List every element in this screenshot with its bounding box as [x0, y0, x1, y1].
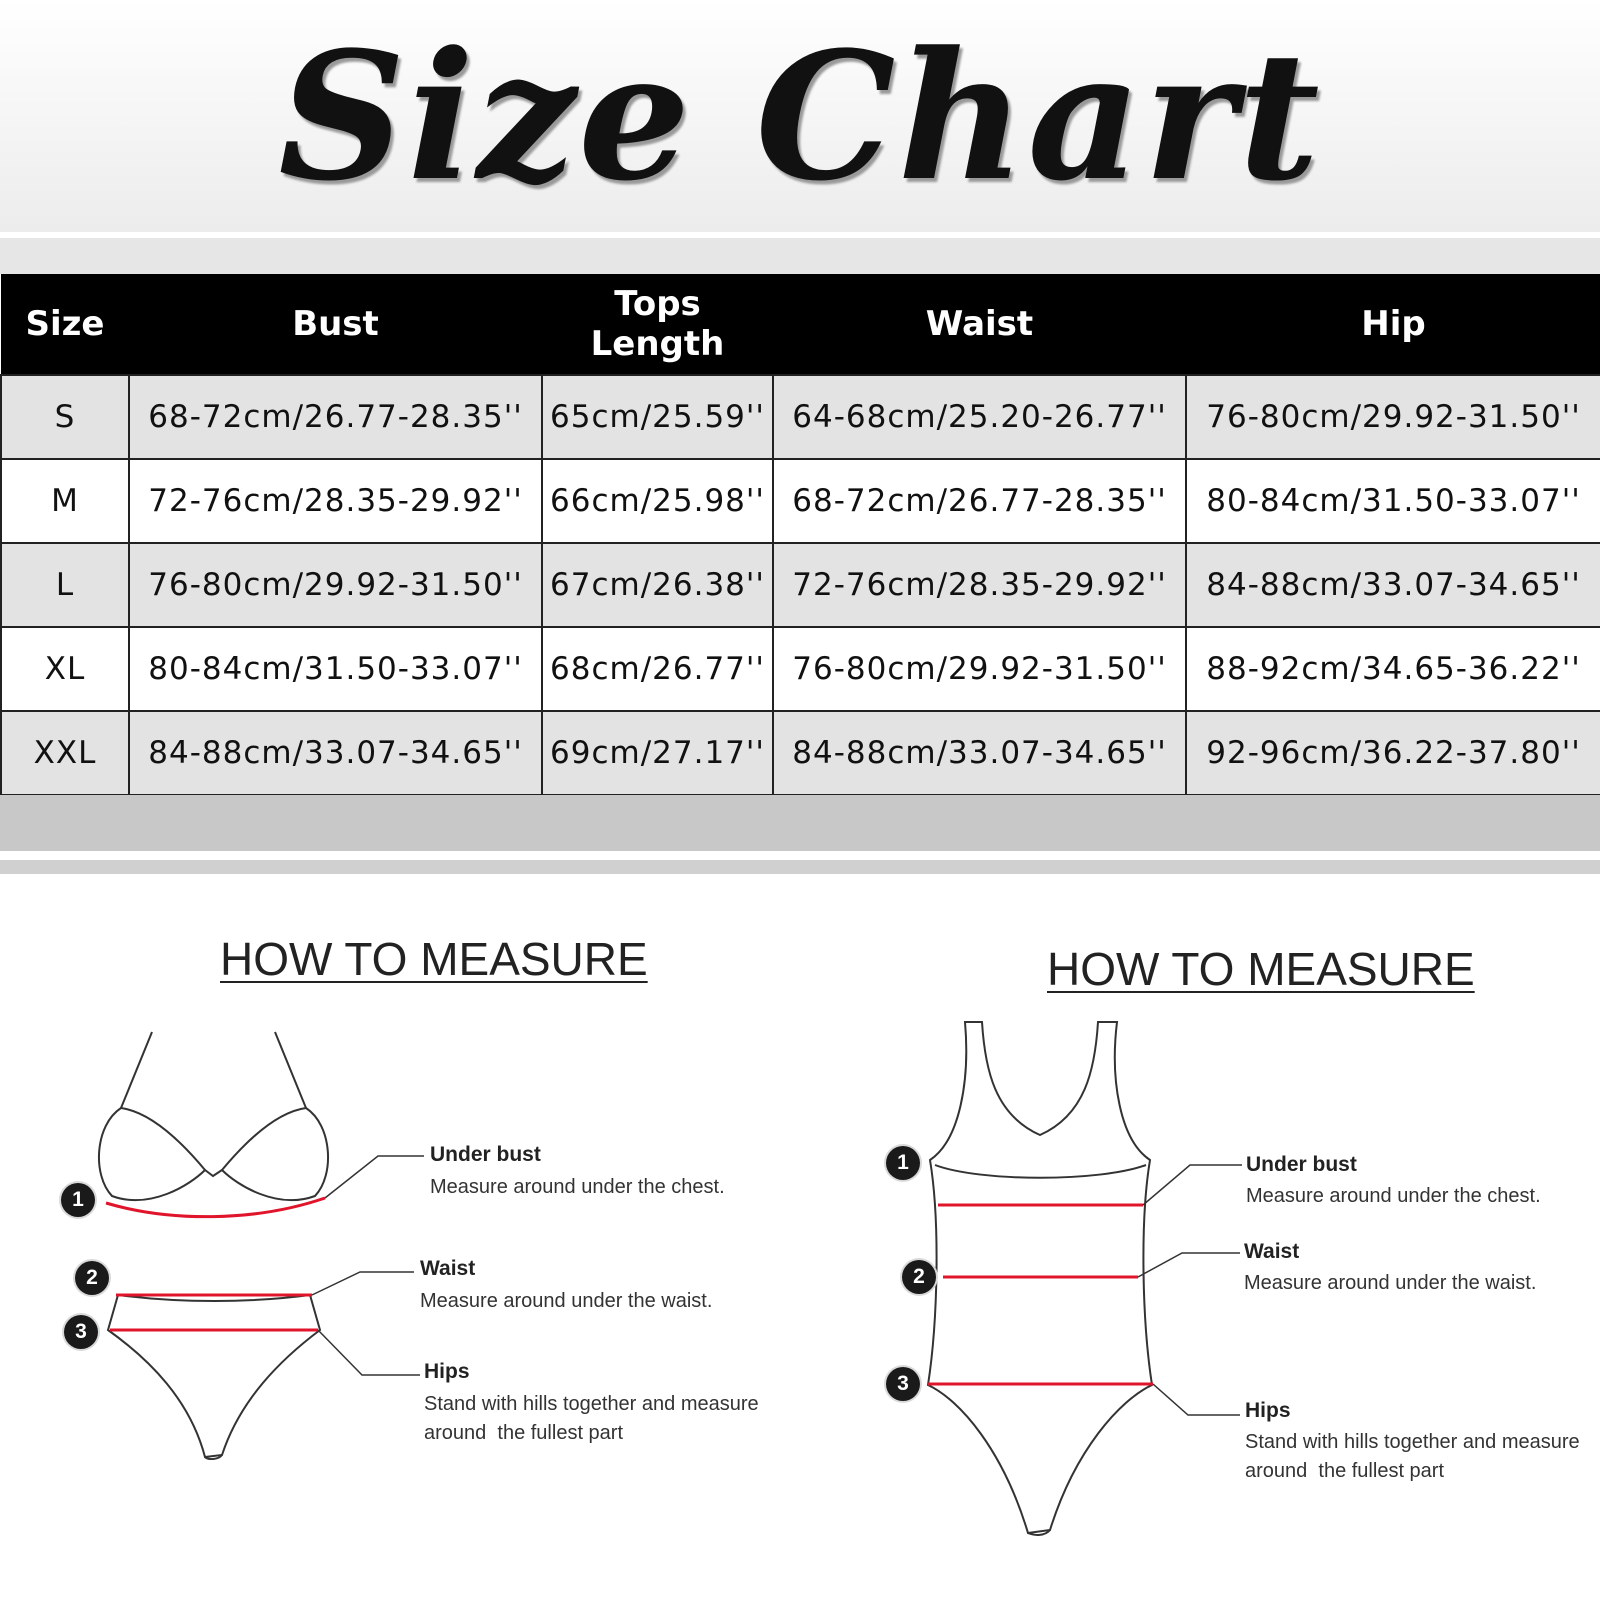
cell-bust: 80-84cm/31.50-33.07'' [129, 627, 542, 711]
header-bust: Bust [129, 274, 542, 375]
cell-waist: 84-88cm/33.07-34.65'' [773, 711, 1186, 795]
bikini-bottom-illustration [108, 1295, 320, 1459]
bikini-hips-desc: Stand with hills together and measure around the fullest part [424, 1393, 759, 1444]
swimsuit-under-bust-label: Under bust [1246, 1153, 1357, 1176]
bikini-waist-desc: Measure around under the waist. [420, 1290, 713, 1312]
cell-hip: 80-84cm/31.50-33.07'' [1186, 459, 1600, 543]
cell-waist: 68-72cm/26.77-28.35'' [773, 459, 1186, 543]
header-hip: Hip [1186, 274, 1600, 375]
header-size: Size [1, 274, 129, 375]
cell-hip: 76-80cm/29.92-31.50'' [1186, 375, 1600, 459]
cell-waist: 76-80cm/29.92-31.50'' [773, 627, 1186, 711]
bikini-step-3-badge: 3 [64, 1315, 98, 1349]
bikini-leader-lines [312, 1156, 424, 1375]
bikini-step-2-badge: 2 [75, 1261, 109, 1295]
cell-tops-length: 66cm/25.98'' [542, 459, 773, 543]
swimsuit-hips-desc: Stand with hills together and measure around the fullest part [1245, 1431, 1580, 1482]
swimsuit-how-to-measure-heading: HOW TO MEASURE [1047, 943, 1475, 995]
bikini-step-1-badge: 1 [61, 1183, 95, 1217]
cell-size: S [1, 375, 129, 459]
bikini-hips-label: Hips [424, 1360, 470, 1383]
cell-bust: 76-80cm/29.92-31.50'' [129, 543, 542, 627]
swimsuit-leader-lines [1138, 1165, 1242, 1415]
bikini-under-bust-label: Under bust [430, 1143, 541, 1166]
bikini-top-illustration [99, 1032, 328, 1200]
cell-tops-length: 67cm/26.38'' [542, 543, 773, 627]
bikini-how-to-measure-heading: HOW TO MEASURE [220, 933, 648, 985]
header-tops-length: Tops Length [542, 274, 773, 375]
cell-size: XL [1, 627, 129, 711]
bikini-under-bust-desc: Measure around under the chest. [430, 1176, 725, 1198]
header-waist: Waist [773, 274, 1186, 375]
cell-waist: 72-76cm/28.35-29.92'' [773, 543, 1186, 627]
cell-tops-length: 65cm/25.59'' [542, 375, 773, 459]
cell-bust: 72-76cm/28.35-29.92'' [129, 459, 542, 543]
swimsuit-step-2-badge: 2 [902, 1260, 936, 1294]
bikini-waist-label: Waist [420, 1257, 476, 1280]
cell-size: M [1, 459, 129, 543]
cell-hip: 84-88cm/33.07-34.65'' [1186, 543, 1600, 627]
cell-bust: 68-72cm/26.77-28.35'' [129, 375, 542, 459]
cell-bust: 84-88cm/33.07-34.65'' [129, 711, 542, 795]
cell-hip: 88-92cm/34.65-36.22'' [1186, 627, 1600, 711]
cell-hip: 92-96cm/36.22-37.80'' [1186, 711, 1600, 795]
page-title: Size Chart [278, 12, 1322, 220]
swimsuit-waist-label: Waist [1244, 1240, 1300, 1263]
swimsuit-under-bust-desc: Measure around under the chest. [1246, 1185, 1541, 1207]
cell-tops-length: 68cm/26.77'' [542, 627, 773, 711]
swimsuit-hips-label: Hips [1245, 1399, 1291, 1422]
cell-size: L [1, 543, 129, 627]
swimsuit-waist-desc: Measure around under the waist. [1244, 1272, 1537, 1294]
cell-waist: 64-68cm/25.20-26.77'' [773, 375, 1186, 459]
cell-size: XXL [1, 711, 129, 795]
cell-tops-length: 69cm/27.17'' [542, 711, 773, 795]
swimsuit-step-1-badge: 1 [886, 1146, 920, 1180]
swimsuit-step-3-badge: 3 [886, 1367, 920, 1401]
